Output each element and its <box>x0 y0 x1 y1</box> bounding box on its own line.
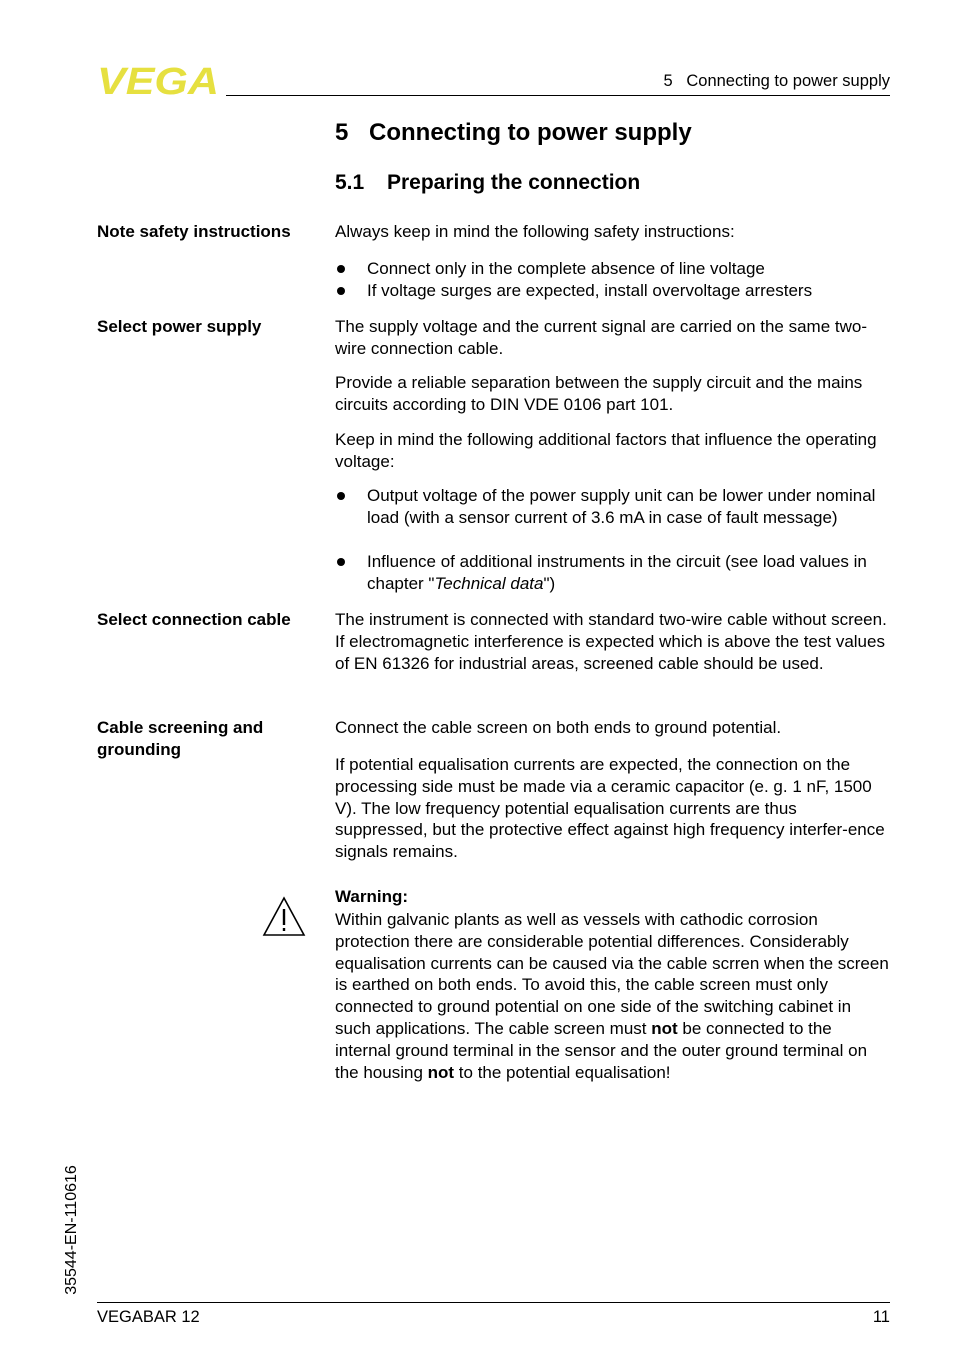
warning-text-part-3: to the potential equalisation! <box>454 1062 671 1082</box>
warning-title: Warning: <box>335 887 409 906</box>
page-number: 11 <box>872 1308 890 1326</box>
power-supply-paragraph-3: Keep in mind the following additional factors that influence the operating voltage: <box>335 430 877 471</box>
screening-paragraph-2: If potential equalisation currents are expected, the connection on the processing side must be made via a ceramic capacitor (e. g. 1 nF, 1500 V). The low frequency potential equalisation currents are thus suppressed, but the protective effect against high frequency interfer-ence signals remains. <box>335 755 885 862</box>
footer-rule <box>97 1302 890 1303</box>
logo-text: VEGA <box>97 66 219 96</box>
margin-label-safety: Note safety instructions <box>97 222 291 241</box>
document-code: 35544-EN-110616 <box>63 1165 81 1295</box>
margin-label-power-supply: Select power supply <box>97 317 262 336</box>
margin-label-cable: Select connection cable <box>97 610 291 629</box>
footer-product: VEGABAR 12 <box>97 1308 200 1326</box>
bullet-text-end: ") <box>543 573 556 593</box>
power-supply-paragraph-2: Provide a reliable separation between the supply circuit and the mains circuits according to DIN VDE 0106 part 101. <box>335 373 863 414</box>
vega-logo <box>97 66 219 96</box>
margin-label-screening: Cable screening and grounding <box>97 718 264 759</box>
screening-paragraph-1: Connect the cable screen on both ends to ground potential. <box>335 718 782 737</box>
technical-data-reference: Technical data <box>434 573 544 593</box>
warning-emphasis-2: not <box>427 1062 455 1082</box>
chapter-number: 5 <box>335 119 349 146</box>
section-number: 5.1 <box>335 171 365 194</box>
safety-intro: Always keep in mind the following safety instructions: <box>335 222 735 241</box>
section-title: Preparing the connection <box>387 171 641 194</box>
safety-bullet-2: If voltage surges are expected, install overvoltage arresters <box>335 280 891 302</box>
cable-paragraph: The instrument is connected with standard two-wire cable without screen. If electromagnetic interference is expected which is above the test values of EN 61326 for industrial areas, screened cable should be used. <box>335 610 887 673</box>
warning-text-part-1: Within galvanic plants as well as vessels with cathodic corrosion protection there are considerable potential differences. Considerably equalisation currents can be caused via the cable scrren when the screen is earthed on both ends. To avoid this, the cable screen must only connected to ground potential on one side of the switching cabinet in such applications. The cable screen must <box>335 910 889 1038</box>
warning-emphasis-1: not <box>651 1018 678 1038</box>
power-supply-paragraph-1: The supply voltage and the current signal are carried on the same two-wire connection cable. <box>335 317 868 358</box>
power-supply-bullet-1: Output voltage of the power supply unit can be lower under nominal load (with a sensor current of 3.6 mA in case of fault message) <box>335 485 891 529</box>
chapter-heading <box>335 119 692 146</box>
running-header: 5 Connecting to power supply <box>663 72 890 90</box>
power-supply-bullet-2 <box>335 551 891 595</box>
warning-triangle-icon <box>262 896 306 938</box>
section-heading <box>335 172 640 194</box>
chapter-title: Connecting to power supply <box>369 119 692 146</box>
bullet-text: Influence of additional instruments in the circuit (see load values in chapter " <box>367 552 867 593</box>
warning-text <box>335 909 891 1083</box>
safety-bullet-1: Connect only in the complete absence of line voltage <box>335 258 891 280</box>
header-rule <box>226 95 890 96</box>
warning-text-part-2: be connected to the internal ground terminal in the sensor and the outer ground terminal on the housing <box>335 1018 868 1082</box>
